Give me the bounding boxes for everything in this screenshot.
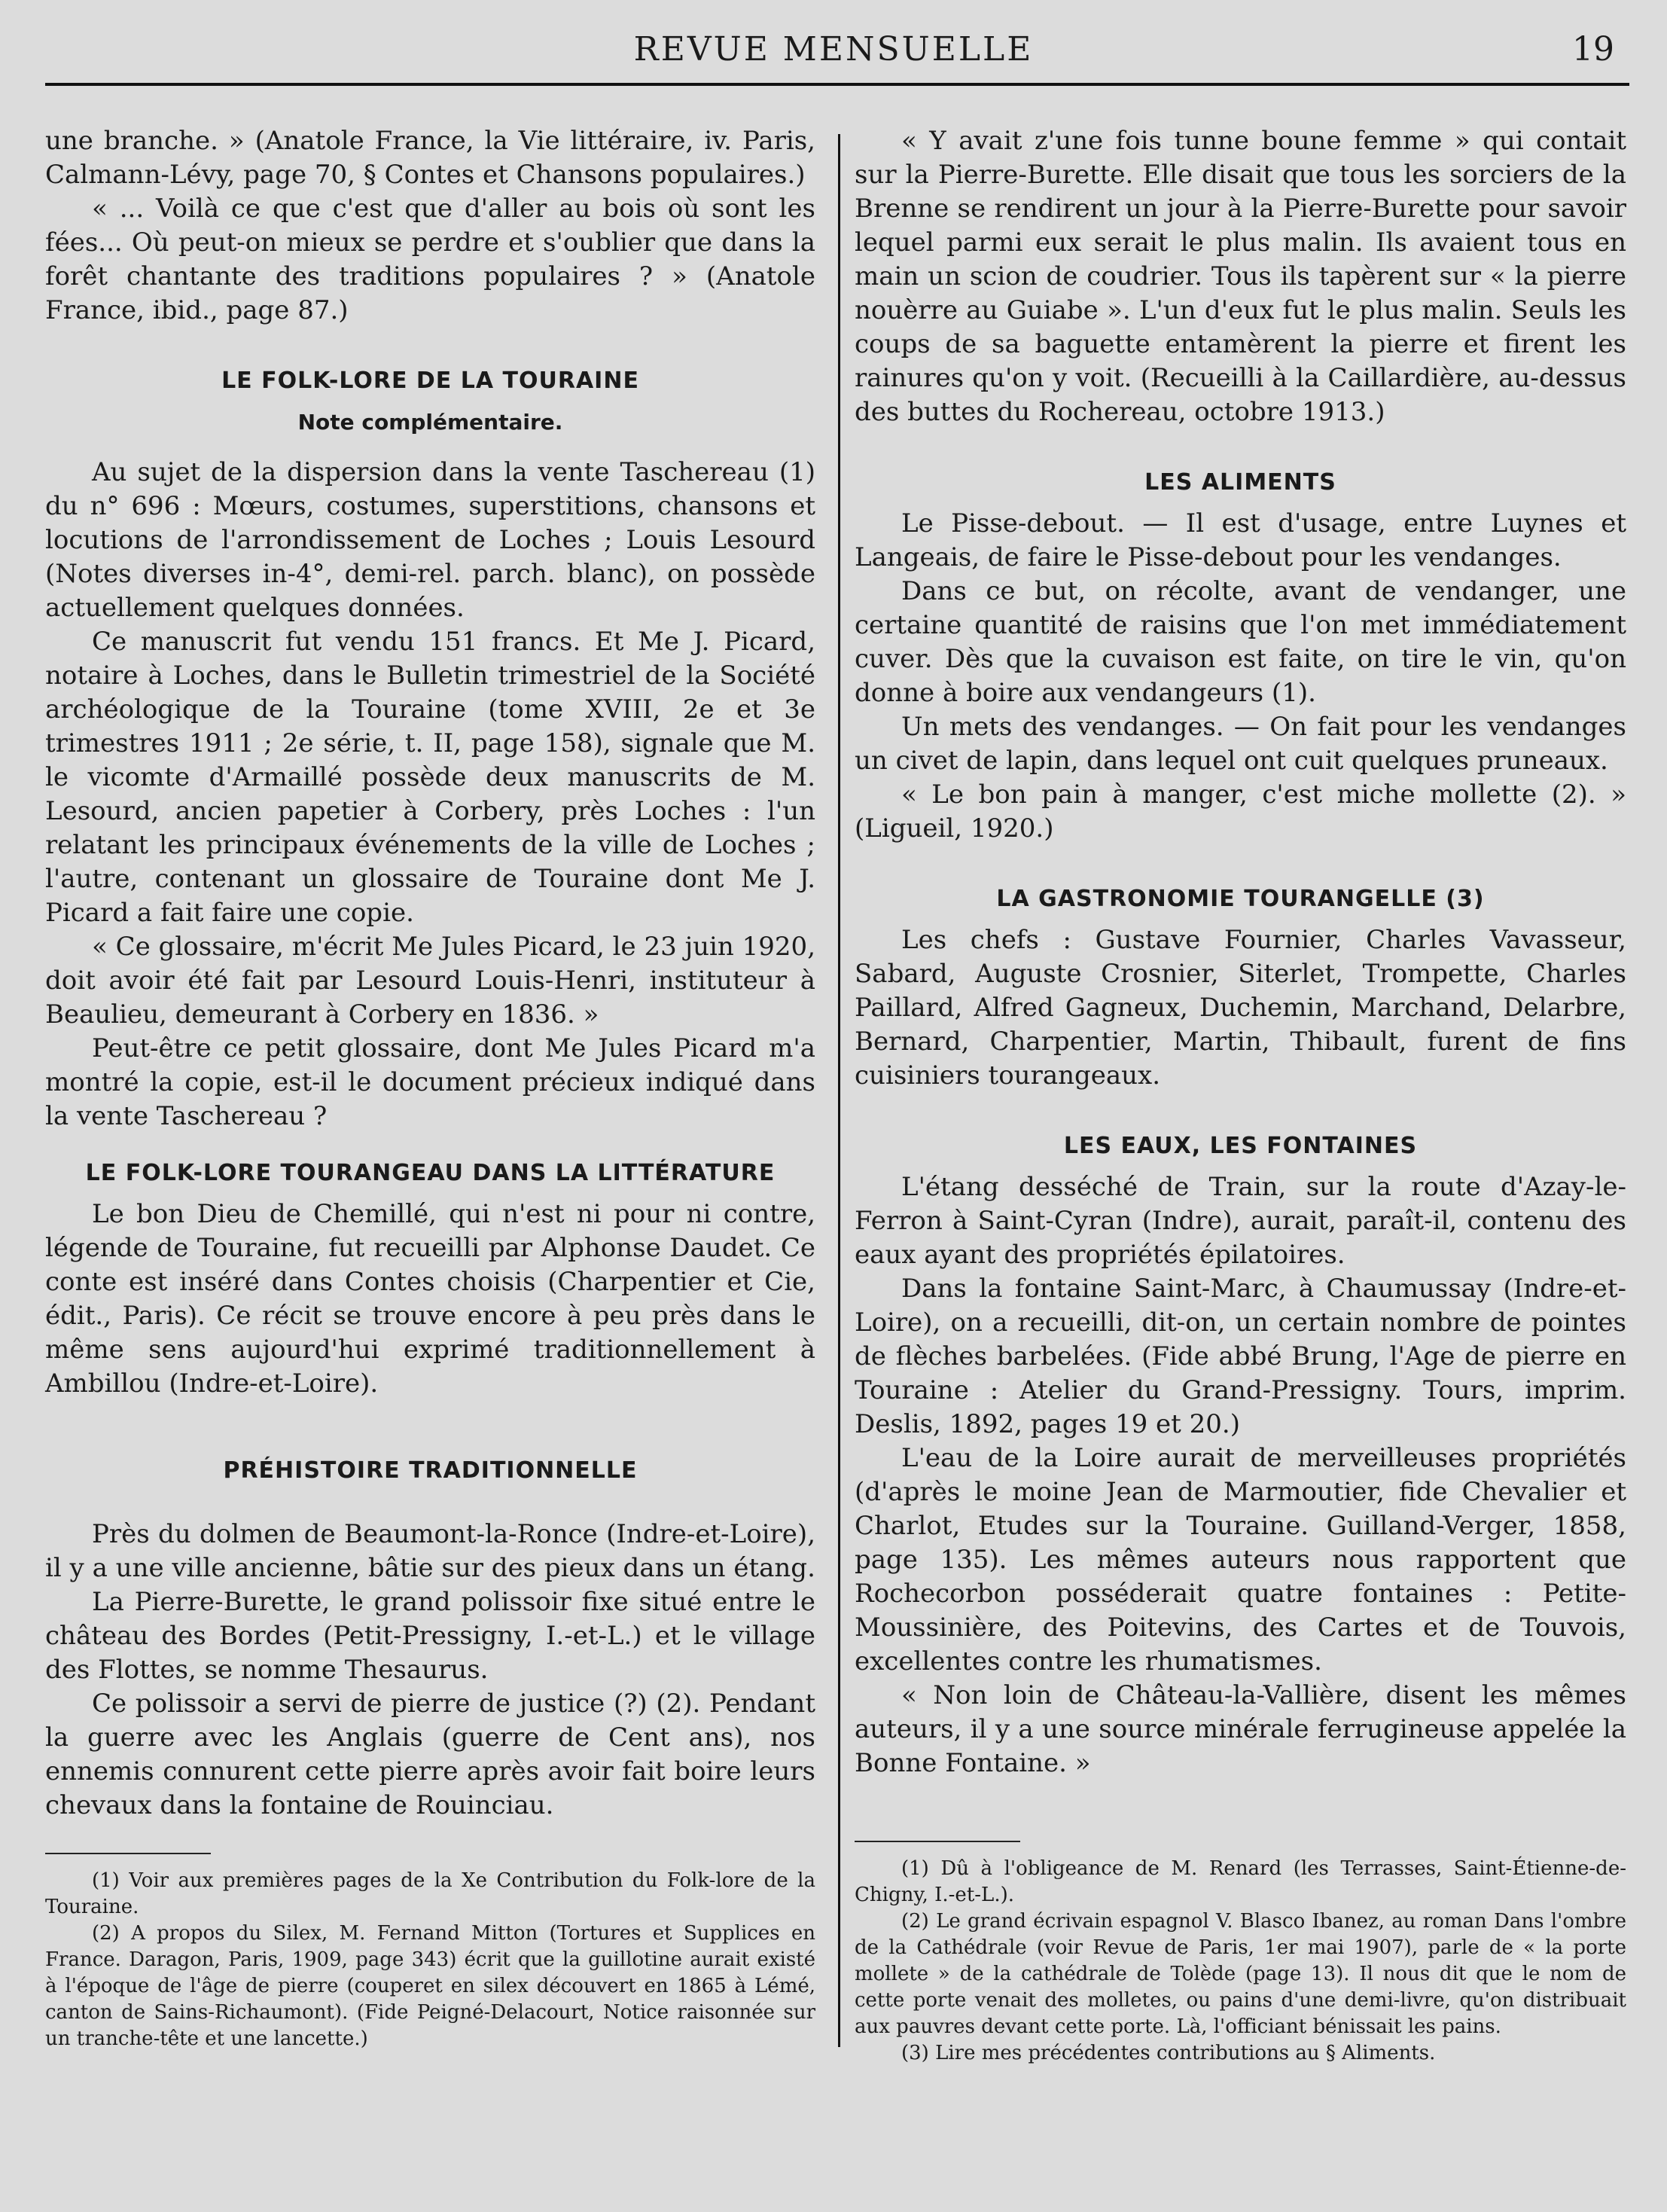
left-column bbox=[45, 124, 815, 2052]
body-paragraph: Près du dolmen de Beaumont-la-Ronce (Indre-et-Loire), il y a une ville ancienne, bâtie sur des pieux dans un étang. bbox=[45, 1519, 815, 1583]
page-number: 19 bbox=[1572, 30, 1614, 69]
body-paragraph: L'étang desséché de Train, sur la route d'Azay-le-Ferron à Saint-Cyran (Indre), aurait, paraît-il, contenu des eaux ayant des propriétés épilatoires. bbox=[855, 1172, 1626, 1270]
body-paragraph: « Non loin de Château-la-Vallière, disent les mêmes auteurs, il y a une source minérale ferrugineuse appelée la Bonne Fontaine. » bbox=[855, 1680, 1626, 1778]
footnote: (3) Lire mes précédentes contributions au § Aliments. bbox=[901, 2042, 1436, 2064]
running-header bbox=[45, 26, 1622, 86]
section-heading: LES EAUX, LES FONTAINES bbox=[1063, 1133, 1418, 1159]
body-paragraph: La Pierre-Burette, le grand polissoir fixe situé entre le château des Bordes (Petit-Pressigny, I.-et-L.) et le village des Flottes, se nomme Thesaurus. bbox=[45, 1587, 815, 1685]
body-paragraph: Un mets des vendanges. — On fait pour les vendanges un civet de lapin, dans lequel ont cuit quelques pruneaux. bbox=[855, 712, 1626, 776]
journal-title: REVUE MENSUELLE bbox=[633, 30, 1034, 69]
body-paragraph: Le Pisse-debout. — Il est d'usage, entre Luynes et Langeais, de faire le Pisse-debout pour les vendanges. bbox=[855, 508, 1626, 572]
footnote: (2) Le grand écrivain espagnol V. Blasco Ibanez, au roman Dans l'ombre de la Cathédrale (voir Revue de Paris, 1er mai 1907), parle de « la porte mollete » de la cathédrale de Tolède (page 13). Il nous dit que le nom de cette porte venait des molletes, ou pains d'une demi-livre, qu'on distribuait aux pauvres devant cette porte. Là, l'officiant bénissait les pains. bbox=[855, 1910, 1626, 2038]
body-paragraph: Dans ce but, on récolte, avant de vendanger, une certaine quantité de raisins que l'on met immédiatement cuver. Dès que la cuvaison est faite, on tire le vin, qu'on donne à boire aux vendangeurs (1). bbox=[855, 576, 1626, 708]
quote-paragraph: « ... Voilà ce que c'est que d'aller au bois où sont les fées... Où peut-on mieux se perdre et s'oublier que dans la forêt chantante des traditions populaires ? » (Anatole France, ibid., page 87.) bbox=[45, 194, 815, 325]
quote-paragraph: une branche. » (Anatole France, la Vie littéraire, iv. Paris, Calmann-Lévy, page 70, § Contes et Chansons populaires.) bbox=[45, 126, 815, 190]
footnote: (1) Voir aux premières pages de la Xe Contribution du Folk-lore de la Touraine. bbox=[45, 1869, 815, 1918]
body-paragraph: Au sujet de la dispersion dans la vente Taschereau (1) du n° 696 : Mœurs, costumes, superstitions, chansons et locutions de l'arrondissement de Loches ; Louis Lesourd (Notes diverses in-4°, demi-rel. parch. blanc), on possède actuellement quelques données. bbox=[45, 457, 815, 623]
section-heading: LES ALIMENTS bbox=[1144, 469, 1336, 496]
column-divider bbox=[838, 134, 840, 2047]
footnote-rule bbox=[855, 1841, 1020, 1842]
footnote-rule bbox=[45, 1853, 211, 1854]
right-column bbox=[855, 124, 1626, 2067]
body-paragraph: « Y avait z'une fois tunne boune femme » qui contait sur la Pierre-Burette. Elle disait que tous les sorciers de la Brenne se rendirent un jour à la Pierre-Burette pour savoir lequel parmi eux serait le plus malin. Ils avaient tous en main un scion de coudrier. Tous ils tapèrent sur « la pierre nouèrre au Guiabe ». L'un d'eux fut le plus malin. Seuls les coups de sa baguette entamèrent la pierre et firent les rainures qu'on y voit. (Recueilli à la Caillardière, au-dessus des buttes du Rochereau, octobre 1913.) bbox=[855, 126, 1626, 427]
body-paragraph: Dans la fontaine Saint-Marc, à Chaumussay (Indre-et-Loire), on a recueilli, dit-on, un certain nombre de pointes de flèches barbelées. (Fide abbé Brung, l'Age de pierre en Touraine : Atelier du Grand-Pressigny. Tours, imprim. Deslis, 1892, pages 19 et 20.) bbox=[855, 1274, 1626, 1439]
section-subheading: Note complémentaire. bbox=[297, 410, 563, 435]
body-paragraph: Les chefs : Gustave Fournier, Charles Vavasseur, Sabard, Auguste Crosnier, Siterlet, Trompette, Charles Paillard, Alfred Gagneux, Duchemin, Marchand, Delarbre, Bernard, Charpentier, Martin, Thibault, furent de fins cuisiniers tourangeaux. bbox=[855, 925, 1626, 1091]
section-heading: LA GASTRONOMIE TOURANGELLE (3) bbox=[996, 886, 1485, 912]
body-paragraph: Peut-être ce petit glossaire, dont Me Jules Picard m'a montré la copie, est-il le document précieux indiqué dans la vente Taschereau ? bbox=[45, 1033, 815, 1131]
footnote: (2) A propos du Silex, M. Fernand Mitton (Tortures et Supplices en France. Daragon, Paris, 1909, page 343) écrit que la guillotine aurait existé à l'époque de l'âge de pierre (couperet en silex découvert en 1865 à Lémé, canton de Sains-Richaumont). (Fide Peigné-Delacourt, Notice raisonnée sur un tranche-tête et une lancette.) bbox=[45, 1922, 815, 2050]
section-heading: PRÉHISTOIRE TRADITIONNELLE bbox=[223, 1457, 638, 1484]
section-heading: LE FOLK-LORE DE LA TOURAINE bbox=[221, 368, 639, 394]
body-paragraph: L'eau de la Loire aurait de merveilleuses propriétés (d'après le moine Jean de Marmoutier, fide Chevalier et Charlot, Etudes sur la Touraine. Guilland-Verger, 1858, page 135). Les mêmes auteurs nous rapportent que Rochecorbon posséderait quatre fontaines : Petite-Moussinière, des Poitevins, des Cartes et de Touvois, excellentes contre les rhumatismes. bbox=[855, 1443, 1626, 1677]
body-paragraph: « Ce glossaire, m'écrit Me Jules Picard, le 23 juin 1920, doit avoir été fait par Lesourd Louis-Henri, instituteur à Beaulieu, demeurant à Corbery en 1836. » bbox=[45, 932, 815, 1030]
body-paragraph: Le bon Dieu de Chemillé, qui n'est ni pour ni contre, légende de Touraine, fut recueilli par Alphonse Daudet. Ce conte est inséré dans Contes choisis (Charpentier et Cie, édit., Paris). Ce récit se trouve encore à peu près dans le même sens aujourd'hui exprimé traditionnellement à Ambillou (Indre-et-Loire). bbox=[45, 1199, 815, 1399]
body-paragraph: Ce polissoir a servi de pierre de justice (?) (2). Pendant la guerre avec les Anglais (guerre de Cent ans), nos ennemis connurent cette pierre après avoir fait boire leurs chevaux dans la fontaine de Rouinciau. bbox=[45, 1689, 815, 1820]
footnote: (1) Dû à l'obligeance de M. Renard (les Terrasses, Saint-Étienne-de-Chigny, I.-et-L.). bbox=[855, 1857, 1626, 1906]
body-paragraph: « Le bon pain à manger, c'est miche mollette (2). » (Ligueil, 1920.) bbox=[855, 780, 1626, 844]
body-paragraph: Ce manuscrit fut vendu 151 francs. Et Me J. Picard, notaire à Loches, dans le Bulletin trimestriel de la Société archéologique de la Touraine (tome XVIII, 2e et 3e trimestres 1911 ; 2e série, t. II, page 158), signale que M. le vicomte d'Armaillé possède deux manuscrits de M. Lesourd, ancien papetier à Corbery, près Loches : l'un relatant les principaux événements de la ville de Loches ; l'autre, contenant un glossaire de Touraine dont Me J. Picard a fait faire une copie. bbox=[45, 627, 815, 928]
header-rule bbox=[45, 83, 1629, 86]
section-heading: LE FOLK-LORE TOURANGEAU DANS LA LITTÉRATURE bbox=[85, 1160, 776, 1186]
